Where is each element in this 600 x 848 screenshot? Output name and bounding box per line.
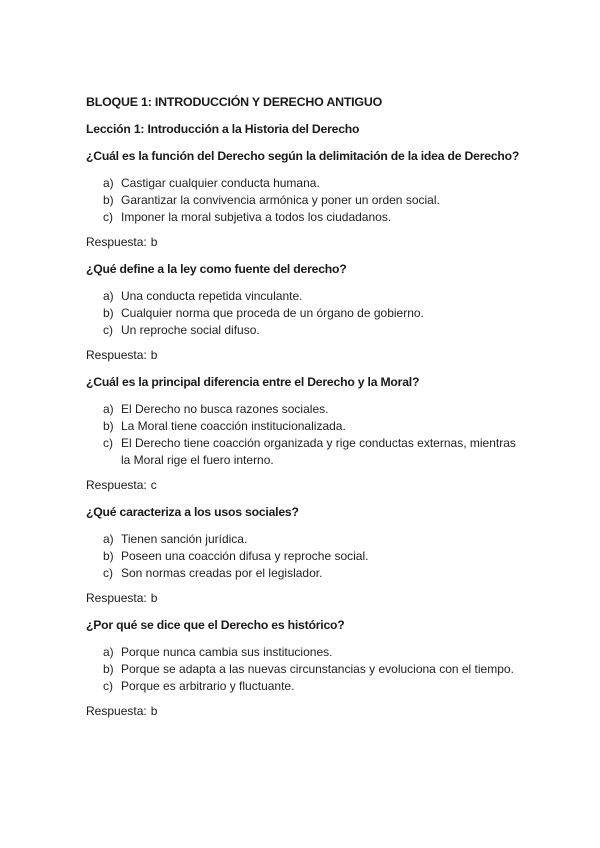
option-letter: a) <box>103 532 114 546</box>
option-item <box>86 565 526 582</box>
option-text: Cualquier norma que proceda de un órgano de gobierno. <box>121 306 424 320</box>
answer-line <box>86 591 526 606</box>
options-list <box>86 644 526 695</box>
options-list <box>86 531 526 582</box>
option-item <box>86 209 526 226</box>
option-item <box>86 418 526 435</box>
lesson-title: Lección 1: Introducción a la Historia del Derecho <box>86 122 360 136</box>
question-text: ¿Qué caracteriza a los usos sociales? <box>86 505 299 519</box>
answer-value: b <box>150 591 158 605</box>
option-item <box>86 531 526 548</box>
option-text: Castigar cualquier conducta humana. <box>121 176 320 190</box>
option-letter: b) <box>103 419 114 433</box>
option-item <box>86 305 526 322</box>
option-text: Imponer la moral subjetiva a todos los ciudadanos. <box>121 210 392 224</box>
answer-label: Respuesta: <box>86 591 147 605</box>
answer-label: Respuesta: <box>86 235 147 249</box>
question-block <box>86 149 526 250</box>
question-text: ¿Cuál es la función del Derecho según la delimitación de la idea de Derecho? <box>86 149 520 163</box>
option-letter: c) <box>103 323 113 337</box>
option-letter: b) <box>103 662 114 676</box>
option-item <box>86 644 526 661</box>
option-text: La Moral tiene coacción institucionalizada. <box>121 419 346 433</box>
answer-line <box>86 348 526 363</box>
options-list <box>86 175 526 226</box>
answer-value: b <box>150 348 158 362</box>
option-text: Garantizar la convivencia armónica y poner un orden social. <box>121 193 440 207</box>
answer-line <box>86 235 526 250</box>
option-letter: c) <box>103 210 113 224</box>
answer-label: Respuesta: <box>86 704 147 718</box>
question-text: ¿Cuál es la principal diferencia entre el Derecho y la Moral? <box>86 375 420 389</box>
document-content <box>86 95 526 731</box>
question-block <box>86 375 526 493</box>
answer-label: Respuesta: <box>86 348 147 362</box>
option-item <box>86 661 526 678</box>
option-text: Son normas creadas por el legislador. <box>121 566 323 580</box>
answer-value: c <box>150 478 157 492</box>
option-letter: a) <box>103 645 114 659</box>
question-text: ¿Por qué se dice que el Derecho es histórico? <box>86 618 345 632</box>
option-item <box>86 548 526 565</box>
option-item <box>86 322 526 339</box>
option-text: Porque se adapta a las nuevas circunstancias y evoluciona con el tiempo. <box>121 662 514 676</box>
answer-line <box>86 478 526 493</box>
answer-value: b <box>150 704 158 718</box>
options-list <box>86 401 526 469</box>
options-list <box>86 288 526 339</box>
option-text: Poseen una coacción difusa y reproche social. <box>121 549 369 563</box>
option-text: Una conducta repetida vinculante. <box>121 289 303 303</box>
option-letter: c) <box>103 679 113 693</box>
answer-label: Respuesta: <box>86 478 147 492</box>
question-block <box>86 618 526 719</box>
block-title: BLOQUE 1: INTRODUCCIÓN Y DERECHO ANTIGUO <box>86 95 383 109</box>
option-text: El Derecho no busca razones sociales. <box>121 402 329 416</box>
option-text: Porque es arbitrario y fluctuante. <box>121 679 295 693</box>
option-text: Tienen sanción jurídica. <box>121 532 248 546</box>
answer-value: b <box>150 235 158 249</box>
option-letter: b) <box>103 549 114 563</box>
option-item <box>86 288 526 305</box>
option-letter: b) <box>103 306 114 320</box>
option-item <box>86 192 526 209</box>
option-letter: c) <box>103 566 113 580</box>
option-item <box>86 435 526 469</box>
option-letter: a) <box>103 289 114 303</box>
option-letter: c) <box>103 436 113 450</box>
option-item <box>86 678 526 695</box>
option-text: Porque nunca cambia sus instituciones. <box>121 645 333 659</box>
option-letter: a) <box>103 402 114 416</box>
answer-line <box>86 704 526 719</box>
question-text: ¿Qué define a la ley como fuente del derecho? <box>86 262 347 276</box>
option-item <box>86 175 526 192</box>
option-letter: a) <box>103 176 114 190</box>
question-block <box>86 505 526 606</box>
option-letter: b) <box>103 193 114 207</box>
option-text: Un reproche social difuso. <box>121 323 260 337</box>
question-block <box>86 262 526 363</box>
option-text: El Derecho tiene coacción organizada y rige conductas externas, mientras la Moral rige el fuero interno. <box>121 436 516 467</box>
option-item <box>86 401 526 418</box>
